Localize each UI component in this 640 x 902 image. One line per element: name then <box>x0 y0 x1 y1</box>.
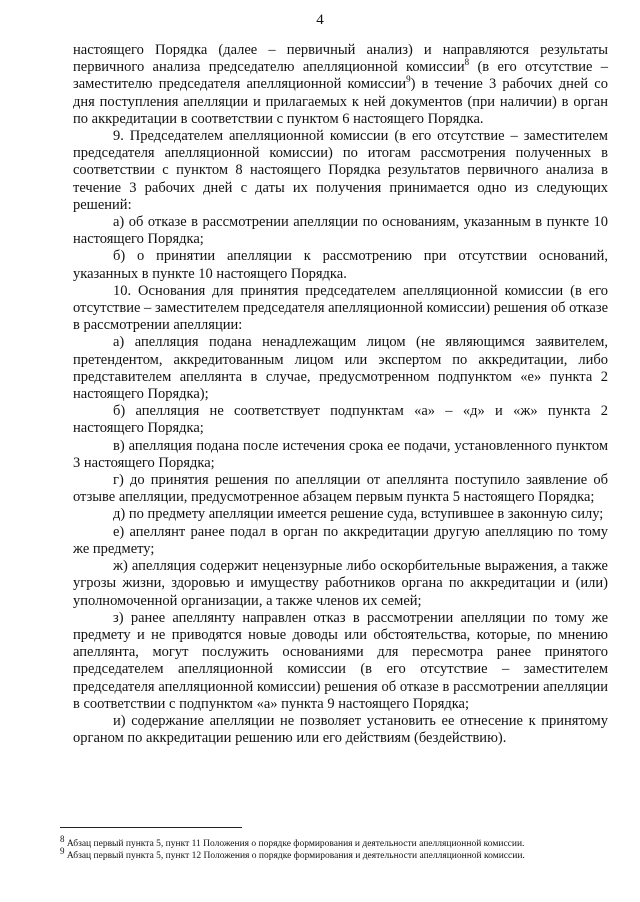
paragraph-item-9: 9. Председателем апелляционной комиссии (в его отсутствие – заместителем председателя апелляционной комиссии) по итогам рассмотрения полученных в соответствии с пунктом 8 настоящего Порядка результатов первичного анализа в течение 3 рабочих дней с даты их получения принимается одно из следующих решений: <box>73 128 608 213</box>
paragraph-continuation: настоящего Порядка (далее – первичный анализ) и направляются результаты первичного анализа председателю апелляционной комиссии$^8$ (в его отсутствие – заместителю председателя апелляционной комиссии$^9$) в течение 3 рабочих дней со дня поступления апелляции и прилагаемых к ней документов (при наличии) в орган по аккредитации в соответствии с пунктом 6 настоящего Порядка. <box>73 42 608 127</box>
footnote-ref-8: 8 <box>464 57 470 68</box>
paragraph-item-10: 10. Основания для принятия председателем апелляционной комиссии (в его отсутствие – заместителем председателя апелляционной комиссии) решения об отказе в рассмотрении апелляции: <box>73 282 608 334</box>
footnote-ref-9: 9 <box>406 74 411 85</box>
paragraph-item-10z: з) ранее апеллянту направлен отказ в рассмотрении апелляции по тому же предмету и не приводятся новые доводы или обстоятельства, которые, по мнению апеллянта, могут послужить основаниями для пересмотра ранее принятого председателем апелляционной комиссии (в его отсутствие – заместителем председателя апелляционной комиссии) решения об отказе в рассмотрении апелляции в соответствии с подпунктом «а» пункта 9 настоящего Порядка; <box>73 609 608 712</box>
paragraph-item-10i: и) содержание апелляции не позволяет установить ее отнесение к принятому органом по аккредитации решению или его действиям (бездействию). <box>73 712 608 747</box>
paragraph-item-10e: е) апеллянт ранее подал в орган по аккредитации другую апелляцию по тому же предмету; <box>73 523 608 557</box>
paragraph-item-10d: д) по предмету апелляции имеется решение суда, вступившее в законную силу; <box>113 506 604 523</box>
paragraph-item-9a: а) об отказе в рассмотрении апелляции по основаниям, указанным в пункте 10 настоящего Порядка; <box>73 214 608 248</box>
footnote-mark: 8 <box>60 833 65 844</box>
paragraph-item-10g: г) до принятия решения по апелляции от апеллянта поступило заявление об отзыве апелляции, предусмотренное абзацем первым пункта 5 настоящего Порядка; <box>73 472 608 506</box>
body-text <box>73 42 608 747</box>
paragraph-item-10b: б) апелляция не соответствует подпунктам «а» – «д» и «ж» пункта 2 настоящего Порядка; <box>73 403 608 437</box>
footnotes <box>60 833 620 862</box>
footnote-8: $^8$ Абзац первый пункта 5, пункт 11 Положения о порядке формирования и деятельности апелляционной комиссии. <box>60 833 525 849</box>
page-number: 4 <box>316 12 324 28</box>
paragraph-item-10zh: ж) апелляция содержит нецензурные либо оскорбительные выражения, а также угрозы жизни, здоровью и имуществу работников органа по аккредитации и (или) уполномоченной организации, а также членов их семей; <box>73 558 608 609</box>
paragraph-item-10v: в) апелляция подана после истечения срока ее подачи, установленного пунктом 3 настоящего Порядка; <box>73 437 608 471</box>
paragraph-item-10a: а) апелляция подана ненадлежащим лицом (не являющимся заявителем, претендентом, аккредитованным лицом или экспертом по аккредитации, либо представителем апеллянта в случае, предусмотренном подпунктом «е» пункта 2 настоящего Порядка); <box>73 334 608 403</box>
footnote-divider <box>60 827 242 828</box>
footnote-mark: 9 <box>60 845 65 856</box>
footnote-9: $^9$ Абзац первый пункта 5, пункт 12 Положения о порядке формирования и деятельности апелляционной комиссии. <box>60 845 525 861</box>
paragraph-item-9b: б) о принятии апелляции к рассмотрению при отсутствии оснований, указанных в пункте 10 настоящего Порядка. <box>73 248 608 282</box>
